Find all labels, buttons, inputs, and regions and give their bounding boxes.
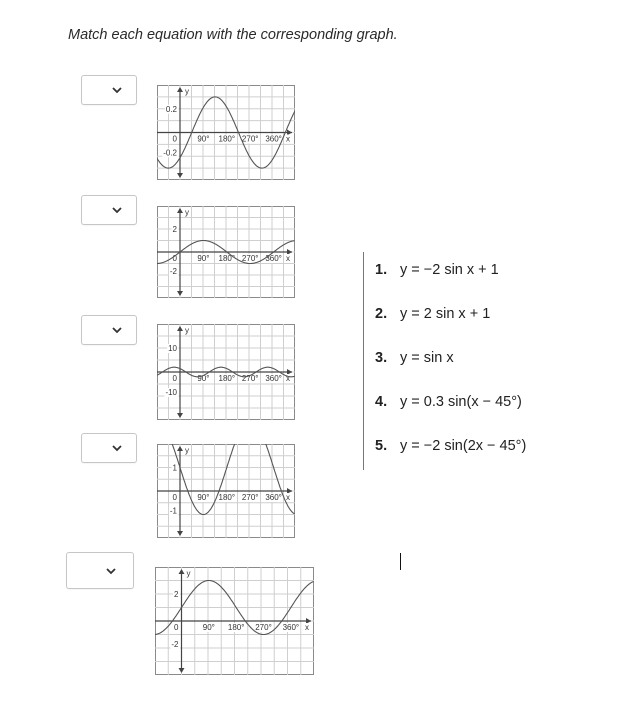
- equation-choice: 4. y = 0.3 sin(x − 45°): [375, 394, 522, 410]
- graph-4: [157, 444, 295, 538]
- origin-label: 0: [174, 623, 179, 632]
- x-axis-label: x: [286, 374, 290, 383]
- y-axis-label: y: [185, 326, 189, 335]
- y-axis-label: y: [185, 446, 189, 455]
- y-tick-label: -2: [169, 267, 177, 276]
- equation-choice: 3. y = sin x: [375, 350, 454, 366]
- equation-choice: 2. y = 2 sin x + 1: [375, 306, 491, 322]
- x-tick-label: 90°: [197, 254, 210, 263]
- y-axis-label: y: [185, 208, 189, 217]
- origin-label: 0: [172, 254, 177, 263]
- graph-plot: [157, 85, 295, 180]
- graph-4-answer-dropdown[interactable]: [81, 433, 137, 463]
- y-axis-label: y: [186, 569, 191, 578]
- graph-5: [155, 567, 314, 675]
- y-tick-label: -10: [165, 388, 177, 397]
- x-tick-label: 270°: [255, 623, 272, 632]
- x-tick-label: 180°: [218, 254, 236, 263]
- x-tick-label: 360°: [265, 134, 282, 144]
- x-tick-label: 360°: [265, 493, 282, 502]
- equation-choice: 1. y = −2 sin x + 1: [375, 262, 499, 278]
- graph-plot: [157, 324, 295, 420]
- graph-1: [157, 85, 295, 180]
- x-axis-label: x: [286, 134, 290, 144]
- x-tick-label: 270°: [241, 254, 259, 263]
- y-tick-label: -0.2: [163, 148, 177, 158]
- chevron-down-icon: [110, 441, 124, 455]
- chevron-down-icon: [104, 564, 118, 578]
- y-tick-label: 2: [172, 225, 177, 234]
- x-tick-label: 180°: [218, 134, 236, 144]
- origin-label: 0: [172, 493, 177, 502]
- divider: [363, 252, 364, 470]
- chevron-down-icon: [110, 323, 124, 337]
- text-cursor: [400, 553, 401, 570]
- chevron-down-icon: [110, 203, 124, 217]
- graph-plot: [157, 444, 295, 538]
- x-axis-label: x: [286, 493, 290, 502]
- x-tick-label: 360°: [265, 374, 282, 383]
- x-tick-label: 270°: [241, 134, 259, 144]
- x-tick-label: 90°: [197, 134, 210, 144]
- graph-3-answer-dropdown[interactable]: [81, 315, 137, 345]
- x-tick-label: 180°: [218, 493, 236, 502]
- x-tick-label: 90°: [197, 374, 210, 383]
- x-tick-label: 360°: [265, 254, 282, 263]
- x-tick-label: 180°: [227, 623, 245, 632]
- y-tick-label: -1: [169, 506, 177, 516]
- equation-list: [375, 262, 526, 482]
- y-tick-label: 10: [168, 344, 177, 353]
- y-tick-label: 2: [174, 590, 179, 599]
- x-tick-label: 270°: [241, 493, 259, 502]
- x-tick-label: 180°: [218, 374, 236, 383]
- equation-choice: 5. y = −2 sin(2x − 45°): [375, 438, 527, 454]
- x-tick-label: 90°: [197, 493, 210, 502]
- x-axis-label: x: [286, 254, 290, 263]
- graph-2: [157, 206, 295, 298]
- x-axis-label: x: [305, 623, 309, 632]
- graph-plot: [155, 567, 314, 675]
- origin-label: 0: [172, 134, 177, 144]
- chevron-down-icon: [110, 83, 124, 97]
- instruction-text: Match each equation with the corresponding graph.: [68, 27, 398, 43]
- graph-2-answer-dropdown[interactable]: [81, 195, 137, 225]
- y-tick-label: 1: [172, 463, 177, 473]
- graph-3: [157, 324, 295, 420]
- y-axis-label: y: [185, 87, 189, 96]
- graph-1-answer-dropdown[interactable]: [81, 75, 137, 105]
- x-tick-label: 270°: [241, 374, 259, 383]
- graph-5-answer-dropdown[interactable]: [66, 552, 134, 589]
- origin-label: 0: [172, 374, 177, 383]
- y-tick-label: 0.2: [165, 104, 177, 114]
- graph-plot: [157, 206, 295, 298]
- y-tick-label: -2: [171, 640, 179, 649]
- x-tick-label: 360°: [282, 623, 300, 632]
- x-tick-label: 90°: [202, 623, 215, 632]
